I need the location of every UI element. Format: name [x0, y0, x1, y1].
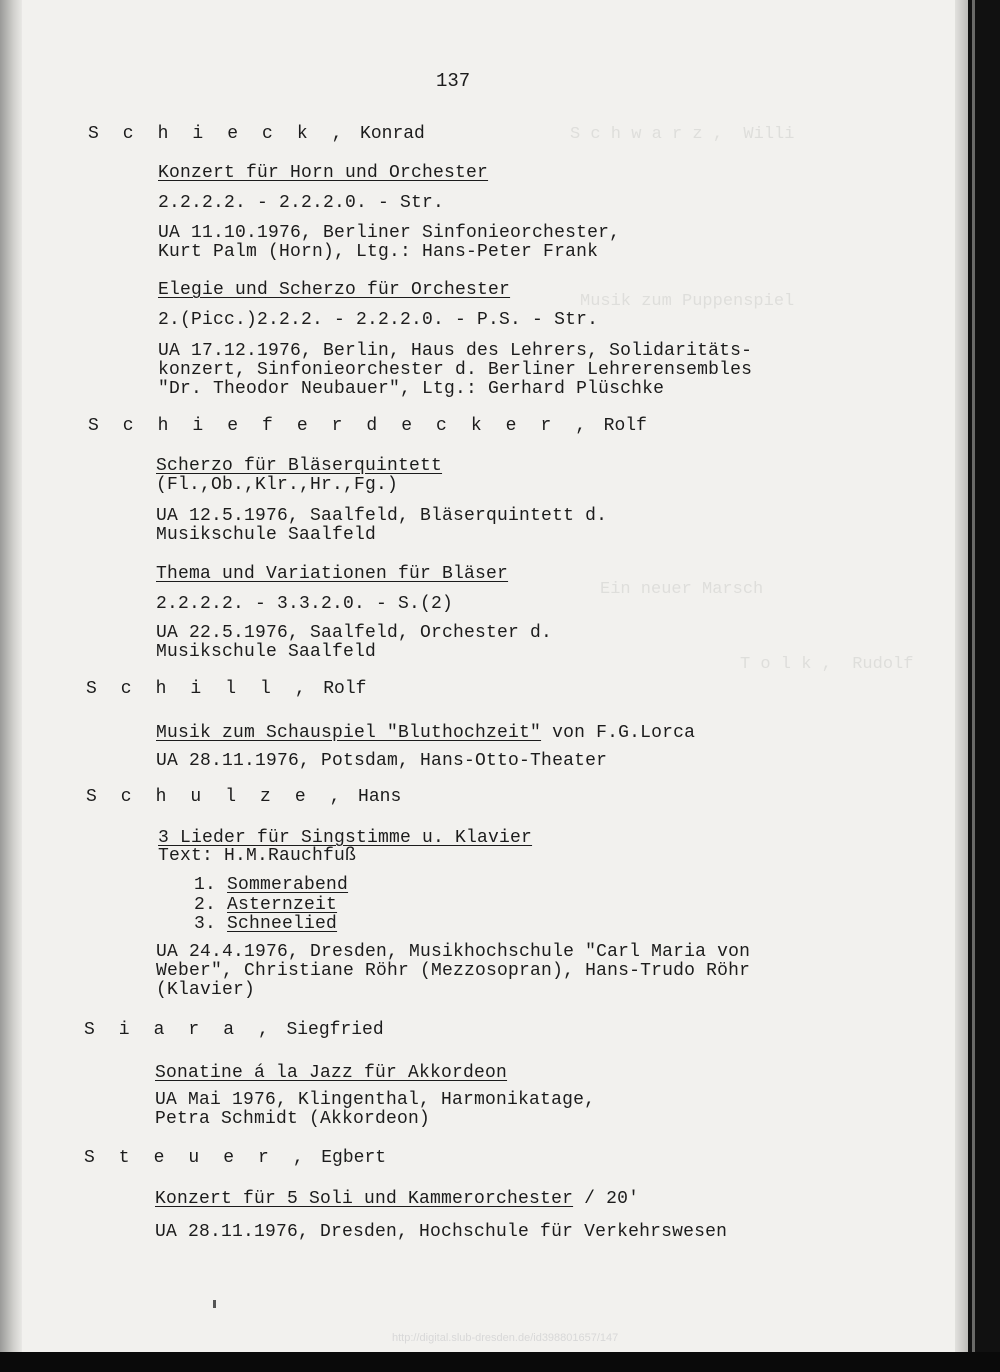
premiere-info: Musikschule Saalfeld — [156, 642, 377, 662]
scan-border — [0, 1352, 1000, 1372]
page-left-edge — [0, 0, 22, 1352]
instrumentation: 2.2.2.2. - 3.3.2.0. - S.(2) — [156, 594, 454, 614]
premiere-info: konzert, Sinfonieorchester d. Berliner Lehrerensembles — [158, 360, 753, 380]
composer-heading: S c h i e c k , Konrad — [88, 124, 425, 144]
composer-heading: S c h i l l , Rolf — [86, 679, 367, 699]
work-title: Thema und Variationen für Bläser — [156, 564, 509, 584]
premiere-info: (Klavier) — [156, 980, 256, 1000]
text-credit: Text: H.M.Rauchfuß — [158, 846, 357, 866]
instrumentation: 2.2.2.2. - 2.2.2.0. - Str. — [158, 193, 445, 213]
bleed-through: Ein neuer Marsch — [600, 580, 764, 599]
instrumentation: (Fl.,Ob.,Klr.,Hr.,Fg.) — [156, 475, 399, 495]
work-title: Musik zum Schauspiel "Bluthochzeit" von F.G.Lorca — [156, 723, 696, 743]
bleed-through: Musik zum Puppenspiel — [580, 292, 795, 311]
paper-speck — [213, 1300, 216, 1308]
composer-heading: S t e u e r , Egbert — [84, 1148, 387, 1168]
song-item: 2. Asternzeit — [194, 895, 338, 915]
premiere-info: UA 22.5.1976, Saalfeld, Orchester d. — [156, 623, 553, 643]
premiere-info: Petra Schmidt (Akkordeon) — [155, 1109, 431, 1129]
premiere-info: UA 28.11.1976, Potsdam, Hans-Otto-Theater — [156, 751, 608, 771]
page-number: 137 — [436, 70, 471, 92]
premiere-info: UA 12.5.1976, Saalfeld, Bläserquintett d. — [156, 506, 608, 526]
page-right-edge — [955, 0, 968, 1352]
work-title: Konzert für Horn und Orchester — [158, 163, 489, 183]
work-title: Elegie und Scherzo für Orchester — [158, 280, 511, 300]
work-title: Scherzo für Bläserquintett — [156, 456, 443, 476]
composer-heading: S i a r a , Siegfried — [84, 1020, 384, 1040]
premiere-info: UA 28.11.1976, Dresden, Hochschule für Verkehrswesen — [155, 1222, 728, 1242]
bleed-through: S c h w a r z , Willi — [570, 125, 795, 144]
premiere-info: UA Mai 1976, Klingenthal, Harmonikatage, — [155, 1090, 596, 1110]
premiere-info: Musikschule Saalfeld — [156, 525, 377, 545]
composer-heading: S c h u l z e , Hans — [86, 787, 402, 807]
book-spine-edge — [972, 0, 975, 1352]
premiere-info: UA 17.12.1976, Berlin, Haus des Lehrers, Solidaritäts- — [158, 341, 753, 361]
song-item: 3. Schneelied — [194, 914, 338, 934]
bleed-through: T o l k , Rudolf — [740, 655, 914, 674]
premiere-info: UA 11.10.1976, Berliner Sinfonieorchester, — [158, 223, 621, 243]
work-title: Sonatine á la Jazz für Akkordeon — [155, 1063, 508, 1083]
premiere-info: "Dr. Theodor Neubauer", Ltg.: Gerhard Plüschke — [158, 379, 665, 399]
work-title: Konzert für 5 Soli und Kammerorchester / 20' — [155, 1189, 640, 1209]
premiere-info: Weber", Christiane Röhr (Mezzosopran), Hans-Trudo Röhr — [156, 961, 751, 981]
composer-heading: S c h i e f e r d e c k e r , Rolf — [88, 416, 647, 436]
song-item: 1. Sommerabend — [194, 875, 349, 895]
source-watermark: http://digital.slub-dresden.de/id398801657/147 — [392, 1332, 619, 1344]
instrumentation: 2.(Picc.)2.2.2. - 2.2.2.0. - P.S. - Str. — [158, 310, 599, 330]
work-title: 3 Lieder für Singstimme u. Klavier — [158, 828, 533, 848]
premiere-info: Kurt Palm (Horn), Ltg.: Hans-Peter Frank — [158, 242, 599, 262]
premiere-info: UA 24.4.1976, Dresden, Musikhochschule "Carl Maria von — [156, 942, 751, 962]
